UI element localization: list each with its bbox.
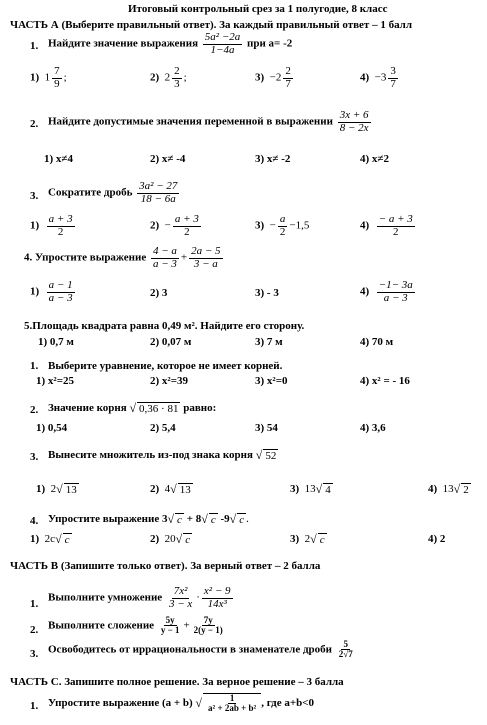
q7-prompt: Значение корня √ 0,36 · 81 равно: — [48, 401, 217, 415]
q6-number: 1. — [30, 360, 39, 372]
q3-prompt: Сократите дробь $\frac{\text{3a² − 27}}{18 - 6a}$ — [48, 180, 178, 205]
q3-number: 3. — [30, 190, 39, 202]
part-b-heading: ЧАСТЬ В (Запишите только ответ). За верный ответ – 2 балла — [10, 560, 321, 572]
q9-answer-2: 2) 20√ c — [150, 532, 191, 546]
q3-answer-1: 1) $\frac{a + 3}{2}$ — [30, 213, 73, 238]
b2-prompt: Выполните сложение $\frac{5y}{y - 1}$ + $\frac{7y}{2(y - 1)}$ — [48, 615, 223, 636]
q8-answer-2: 2) 4√ 13 — [150, 482, 191, 496]
q4-prompt: 4. Упростите выражение $\frac{4 - a}{a - 3}$ + $\frac{2a - 5}{3 - a}$ — [24, 245, 221, 270]
q5-prompt: 5.Площадь квадрата равна 0,49 м². Найдите его сторону. — [24, 320, 305, 332]
q8-answer-3: 3) 13√ 4 — [290, 482, 331, 496]
q7-radicand: 0,36 · 81 — [139, 402, 179, 415]
q7-answer-1: 1) 0,54 — [36, 422, 68, 434]
q5-answer-1: 1) 0,7 м — [38, 336, 74, 348]
b3-number: 3. — [30, 648, 39, 660]
q5-answer-4: 4) 70 м — [360, 336, 394, 348]
b2-number: 2. — [30, 624, 39, 636]
q6-answer-3: 3) x²=0 — [255, 375, 288, 387]
q8-answer-4: 4) 13√ 2 — [428, 482, 469, 496]
q1-answer-2: 2) 2 $\frac{2}{3}$ ; — [150, 65, 187, 90]
q8-radicand: 52 — [265, 449, 277, 462]
q6-answer-2: 2) x²=39 — [150, 375, 188, 387]
b1-number: 1. — [30, 598, 39, 610]
q3-answer-2: 2) − $\frac{a + 3}{2}$ — [150, 213, 199, 238]
part-a-heading: ЧАСТЬ А (Выберите правильный ответ). За каждый правильный ответ – 1 балл — [10, 19, 413, 31]
q7-answer-2: 2) 5,4 — [150, 422, 176, 434]
q3-expression-fraction: $\frac{\text{3a² − 27}}{18 - 6a}$ — [139, 180, 178, 205]
q9-answer-3: 3) 2√ c — [290, 532, 325, 546]
q8-number: 3. — [30, 451, 39, 463]
q7-answer-4: 4) 3,6 — [360, 422, 386, 434]
b1-prompt: Выполните умножение $\frac{\text{7x²}}{3 - x}$ · $\frac{\text{x² − 9}}{\text{14x³}}$ — [48, 585, 231, 610]
q1-prompt: Найдите значение выражения $\frac{\text{5a² −2a}}{1-4a}$ при a= -2 — [48, 31, 293, 56]
q8-prompt: Вынесите множитель из-под знака корня √ 52 — [48, 448, 277, 462]
q4-answer-4: 4) $\frac{-1- 3a}{a - 3}$ — [360, 279, 413, 304]
q2-expression-fraction: $\frac{3x + 6}{8 - 2x}$ — [339, 109, 369, 134]
q9-prompt: Упростите выражение 3√ c + 8√ c -9√ c . — [48, 512, 249, 526]
q2-answer-2: 2) x≠ -4 — [150, 153, 186, 165]
q8-answer-1: 1) 2√ 13 — [36, 482, 77, 496]
q5-answer-2: 2) 0,07 м — [150, 336, 192, 348]
q1-answer-4: 4) −3 $\frac{3}{7}$ — [360, 65, 396, 90]
q1-expression-fraction: $\frac{\text{5a² −2a}}{1-4a}$ — [204, 31, 241, 56]
c1-prompt: Упростите выражение (a + b) √ $\frac{1}{\text{a² + 2ab + b²}}$ , где a+b<0 — [48, 693, 314, 714]
q2-answer-4: 4) x≠2 — [360, 153, 389, 165]
q1-number: 1. — [30, 40, 39, 52]
q4-answer-2: 2) 3 — [150, 287, 168, 299]
c1-number: 1. — [30, 700, 39, 712]
q2-answer-1: 1) x≠4 — [44, 153, 73, 165]
q2-prompt: Найдите допустимые значения переменной в выражении $\frac{3x + 6}{8 - 2x}$ — [48, 109, 369, 134]
q3-answer-4: 4) $\frac{- a + 3}{2}$ — [360, 213, 413, 238]
q6-answer-1: 1) x²=25 — [36, 375, 74, 387]
q4-answer-3: 3) - 3 — [255, 287, 279, 299]
q1-answer-1: 1) 1 $\frac{7}{9}$ ; — [30, 65, 67, 90]
q6-prompt: Выберите уравнение, которое не имеет корней. — [48, 360, 283, 372]
q4-answer-1: 1) $\frac{a - 1}{a - 3}$ — [30, 279, 73, 304]
part-c-heading: ЧАСТЬ С. Запишите полное решение. За верное решение – 3 балла — [10, 676, 344, 688]
q2-answer-3: 3) x≠ -2 — [255, 153, 291, 165]
page-title: Итоговый контрольный срез за 1 полугодие, 8 класс — [128, 3, 388, 15]
q9-answer-1: 1) 2c√ c — [30, 532, 70, 546]
q9-number: 4. — [30, 515, 39, 527]
q7-number: 2. — [30, 404, 39, 416]
q9-answer-4: 4) 2 — [428, 533, 446, 545]
q1-answer-3: 3) −2 $\frac{2}{7}$ — [255, 65, 291, 90]
q7-answer-3: 3) 54 — [255, 422, 278, 434]
q6-answer-4: 4) x² = - 16 — [360, 375, 410, 387]
q3-answer-3: 3) − $\frac{a}{2}$ −1,5 — [255, 213, 310, 238]
q5-answer-3: 3) 7 м — [255, 336, 283, 348]
b3-prompt: Освободитесь от иррациональности в знаменателе дроби $\frac{5}{2√7}$ — [48, 639, 353, 660]
q2-number: 2. — [30, 118, 39, 130]
